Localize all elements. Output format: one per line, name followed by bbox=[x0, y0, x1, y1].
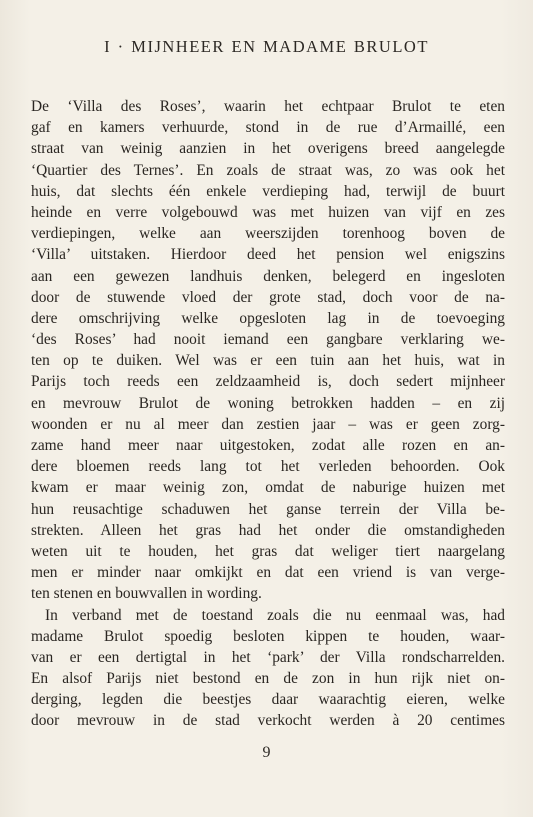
text-line: men er minder naar omkijkt en dat een vriend is van verge- bbox=[31, 564, 505, 582]
text-line: derging, legden die beestjes daar waarachtig eieren, welke bbox=[31, 691, 505, 709]
text-line: ten op te duiken. Wel was er een tuin aan het huis, wat in bbox=[31, 352, 505, 370]
text-line: ‘Villa’ uitstaken. Hierdoor deed het pension wel enigszins bbox=[31, 246, 505, 264]
text-line: gaf en kamers verhuurde, stond in de rue d’Armaillé, een bbox=[31, 119, 505, 137]
text-line: kwam er maar weinig zon, omdat de naburige huizen met bbox=[31, 479, 505, 497]
text-line: straat van weinig aanzien in het overigens breed aangelegde bbox=[31, 140, 505, 158]
text-line: In verband met de toestand zoals die nu eenmaal was, had bbox=[45, 606, 505, 624]
chapter-title: I · MIJNHEER EN MADAME BRULOT bbox=[104, 37, 429, 56]
text-line: weten uit te houden, het gras dat weliger tiert naargelang bbox=[31, 542, 505, 560]
text-line: strekten. Alleen het gras had het onder die omstandigheden bbox=[31, 521, 505, 539]
text-line: huis, dat slechts één enkele verdieping had, terwijl de buurt bbox=[31, 182, 505, 200]
paragraph-1 bbox=[31, 96, 505, 605]
text-line: madame Brulot spoedig besloten kippen te houden, waar- bbox=[31, 627, 505, 645]
text-line: woonden er nu al meer dan zestien jaar – was er geen zorg- bbox=[31, 415, 505, 433]
text-line: heinde en verre volgebouwd was met huizen van vijf en zes bbox=[31, 203, 505, 221]
body-text bbox=[31, 96, 505, 732]
text-line: ‘des Roses’ had nooit iemand een gangbare verklaring we- bbox=[31, 331, 505, 349]
text-line: aan een gewezen landhuis denken, belegerd en ingesloten bbox=[31, 267, 505, 285]
text-line: hun reusachtige schaduwen het ganse terrein der Villa be- bbox=[31, 500, 505, 518]
text-line: dere bloemen reeds lang tot het verleden behoorden. Ook bbox=[31, 458, 505, 476]
text-line: ‘Quartier des Ternes’. En zoals de straat was, zo was ook het bbox=[31, 161, 505, 179]
text-line: verdiepingen, welke aan weerszijden torenhoog boven de bbox=[31, 225, 505, 243]
text-line: dere omschrijving welke opgesloten lag in de toevoeging bbox=[31, 309, 505, 327]
text-line: en mevrouw Brulot de woning betrokken hadden – en zij bbox=[31, 394, 505, 412]
text-line: zame hand meer naar uitgestoken, zodat alle rozen en an- bbox=[31, 437, 505, 454]
paragraph-2 bbox=[31, 605, 505, 732]
text-line: van er een dertigtal in het ‘park’ der Villa rondscharrelden. bbox=[31, 648, 505, 666]
text-line: door de stuwende vloed der grote stad, doch voor de na- bbox=[31, 288, 505, 306]
text-line: door mevrouw in de stad verkocht werden à 20 centimes bbox=[31, 712, 505, 730]
page-number: 9 bbox=[262, 744, 271, 761]
text-line: Parijs toch reeds een zeldzaamheid is, doch sedert mijnheer bbox=[31, 373, 505, 391]
text-line: De ‘Villa des Roses’, waarin het echtpaar Brulot te eten bbox=[31, 98, 505, 115]
text-line: ten stenen en bouwvallen in wording. bbox=[31, 585, 262, 603]
text-line: En alsof Parijs niet bestond en de zon in hun rijk niet on- bbox=[31, 670, 505, 688]
